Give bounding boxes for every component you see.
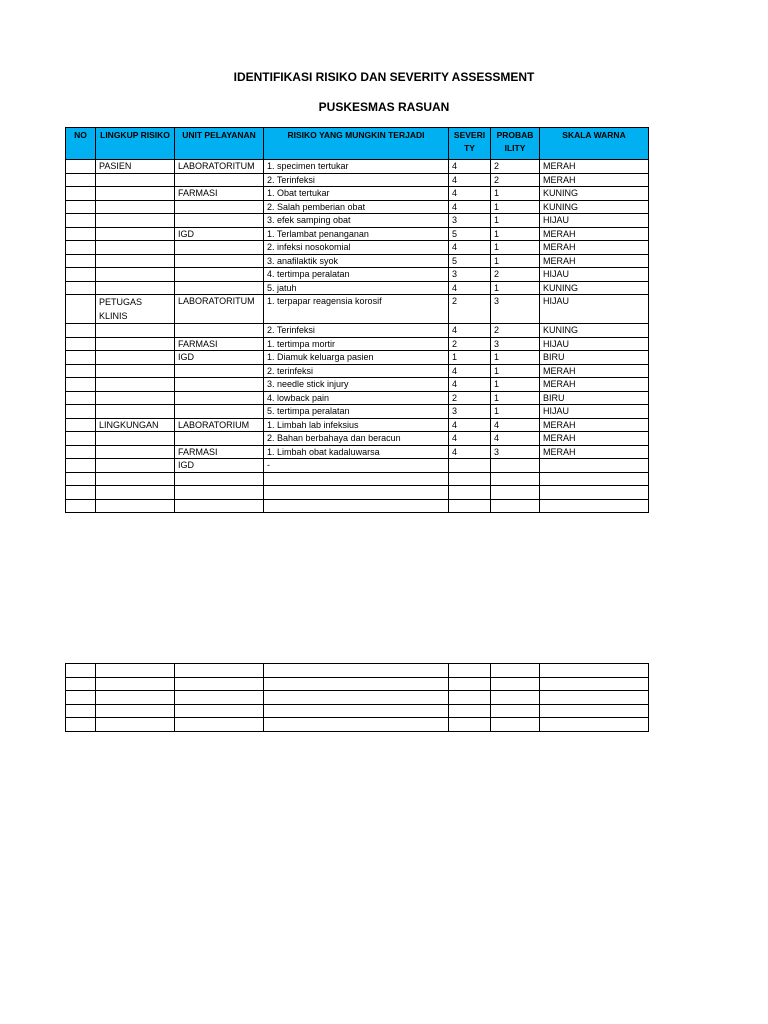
cell-no: [66, 351, 96, 365]
cell-skala-warna: MERAH: [540, 432, 649, 446]
cell-severity: 4: [449, 173, 491, 187]
blank-cell: [491, 718, 540, 732]
cell-probability: [491, 499, 540, 513]
cell-skala-warna: MERAH: [540, 378, 649, 392]
header-skala-warna: SKALA WARNA: [540, 128, 649, 160]
cell-skala-warna: MERAH: [540, 173, 649, 187]
cell-risiko: [264, 472, 449, 486]
cell-skala-warna: [540, 499, 649, 513]
cell-no: [66, 378, 96, 392]
cell-skala-warna: [540, 486, 649, 500]
cell-skala-warna: MERAH: [540, 254, 649, 268]
cell-severity: 4: [449, 432, 491, 446]
blank-row: [66, 718, 649, 732]
cell-no: [66, 281, 96, 295]
table-row: [66, 254, 649, 268]
blank-cell: [66, 664, 96, 678]
cell-probability: 3: [491, 295, 540, 324]
cell-severity: 3: [449, 214, 491, 228]
cell-risiko: 2. terinfeksi: [264, 364, 449, 378]
blank-cell: [96, 704, 175, 718]
cell-probability: 1: [491, 405, 540, 419]
cell-risiko: 3. needle stick injury: [264, 378, 449, 392]
cell-probability: 1: [491, 364, 540, 378]
blank-table-body: [66, 664, 649, 732]
cell-severity: [449, 499, 491, 513]
table-row: [66, 391, 649, 405]
cell-lingkup: [96, 364, 175, 378]
blank-cell: [66, 704, 96, 718]
cell-risiko: 3. efek samping obat: [264, 214, 449, 228]
cell-skala-warna: MERAH: [540, 364, 649, 378]
cell-lingkup: LINGKUNGAN: [96, 418, 175, 432]
blank-cell: [96, 718, 175, 732]
cell-probability: 1: [491, 214, 540, 228]
cell-severity: 1: [449, 351, 491, 365]
cell-unit: FARMASI: [175, 187, 264, 201]
cell-risiko: 1. Limbah obat kadaluwarsa: [264, 445, 449, 459]
cell-severity: 3: [449, 405, 491, 419]
cell-lingkup: [96, 214, 175, 228]
cell-skala-warna: HIJAU: [540, 337, 649, 351]
cell-skala-warna: HIJAU: [540, 295, 649, 324]
cell-lingkup: [96, 486, 175, 500]
document-title: IDENTIFIKASI RISIKO DAN SEVERITY ASSESSMENT: [233, 70, 535, 84]
cell-severity: 4: [449, 281, 491, 295]
table-row: [66, 405, 649, 419]
cell-no: [66, 432, 96, 446]
cell-unit: IGD: [175, 227, 264, 241]
risk-table: [65, 127, 649, 513]
cell-no: [66, 227, 96, 241]
blank-cell: [175, 704, 264, 718]
cell-risiko: 1. tertimpa mortir: [264, 337, 449, 351]
cell-probability: 1: [491, 241, 540, 255]
cell-probability: 1: [491, 254, 540, 268]
cell-skala-warna: BIRU: [540, 391, 649, 405]
document-subtitle: PUSKESMAS RASUAN: [318, 100, 450, 114]
table-row: [66, 378, 649, 392]
blank-cell: [66, 677, 96, 691]
cell-skala-warna: MERAH: [540, 160, 649, 174]
cell-risiko: 2. Salah pemberian obat: [264, 200, 449, 214]
cell-probability: 3: [491, 337, 540, 351]
cell-lingkup: [96, 281, 175, 295]
cell-risiko: 1. Diamuk keluarga pasien: [264, 351, 449, 365]
cell-no: [66, 418, 96, 432]
blank-cell: [540, 718, 649, 732]
cell-unit: IGD: [175, 351, 264, 365]
cell-skala-warna: BIRU: [540, 351, 649, 365]
cell-no: [66, 214, 96, 228]
cell-unit: LABORATORIUM: [175, 418, 264, 432]
table-row: [66, 364, 649, 378]
blank-cell: [449, 664, 491, 678]
cell-probability: 2: [491, 173, 540, 187]
cell-lingkup: [96, 432, 175, 446]
cell-probability: 3: [491, 445, 540, 459]
cell-risiko: 3. anafilaktik syok: [264, 254, 449, 268]
blank-cell: [264, 664, 449, 678]
cell-severity: 4: [449, 241, 491, 255]
cell-unit: [175, 324, 264, 338]
blank-cell: [491, 664, 540, 678]
blank-cell: [66, 718, 96, 732]
table-row: [66, 445, 649, 459]
cell-skala-warna: KUNING: [540, 324, 649, 338]
cell-no: [66, 324, 96, 338]
cell-no: [66, 160, 96, 174]
blank-cell: [175, 664, 264, 678]
cell-no: [66, 364, 96, 378]
header-unit-pelayanan: UNIT PELAYANAN: [175, 128, 264, 160]
cell-probability: 2: [491, 324, 540, 338]
table-header-row: [66, 128, 649, 160]
cell-unit: [175, 378, 264, 392]
table-row: [66, 227, 649, 241]
cell-severity: 4: [449, 187, 491, 201]
table-row: [66, 486, 649, 500]
cell-probability: 1: [491, 200, 540, 214]
cell-unit: LABORATORITUM: [175, 160, 264, 174]
cell-lingkup: [96, 378, 175, 392]
table-row: [66, 160, 649, 174]
cell-severity: 2: [449, 337, 491, 351]
cell-severity: 4: [449, 160, 491, 174]
header-severity: SEVERI TY: [449, 128, 491, 160]
cell-unit: [175, 499, 264, 513]
cell-skala-warna: HIJAU: [540, 214, 649, 228]
cell-no: [66, 268, 96, 282]
table-row: [66, 432, 649, 446]
blank-cell: [175, 718, 264, 732]
cell-risiko: 2. infeksi nosokomial: [264, 241, 449, 255]
cell-no: [66, 499, 96, 513]
cell-skala-warna: KUNING: [540, 187, 649, 201]
cell-lingkup: [96, 227, 175, 241]
cell-risiko: 4. lowback pain: [264, 391, 449, 405]
cell-severity: 4: [449, 418, 491, 432]
cell-no: [66, 486, 96, 500]
blank-cell: [66, 691, 96, 705]
cell-risiko: 5. jatuh: [264, 281, 449, 295]
table-row: [66, 173, 649, 187]
cell-skala-warna: MERAH: [540, 418, 649, 432]
cell-lingkup: [96, 187, 175, 201]
cell-risiko: 5. tertimpa peralatan: [264, 405, 449, 419]
cell-lingkup: [96, 337, 175, 351]
cell-probability: 4: [491, 418, 540, 432]
cell-risiko: 1. Limbah lab infeksius: [264, 418, 449, 432]
cell-no: [66, 241, 96, 255]
cell-unit: [175, 214, 264, 228]
cell-skala-warna: MERAH: [540, 241, 649, 255]
cell-lingkup: [96, 472, 175, 486]
blank-cell: [449, 704, 491, 718]
cell-risiko: 2. Terinfeksi: [264, 324, 449, 338]
cell-severity: [449, 472, 491, 486]
cell-unit: [175, 254, 264, 268]
cell-lingkup: [96, 445, 175, 459]
cell-unit: FARMASI: [175, 445, 264, 459]
blank-cell: [175, 677, 264, 691]
cell-unit: FARMASI: [175, 337, 264, 351]
cell-risiko: 1. terpapar reagensia korosif: [264, 295, 449, 324]
blank-cell: [96, 691, 175, 705]
cell-lingkup: [96, 268, 175, 282]
blank-row: [66, 677, 649, 691]
cell-lingkup: [96, 324, 175, 338]
blank-cell: [540, 704, 649, 718]
cell-risiko: [264, 486, 449, 500]
cell-probability: 1: [491, 378, 540, 392]
cell-unit: [175, 364, 264, 378]
cell-severity: 4: [449, 378, 491, 392]
table-row: [66, 499, 649, 513]
cell-unit: [175, 200, 264, 214]
cell-skala-warna: KUNING: [540, 281, 649, 295]
header-probability: PROBAB ILITY: [491, 128, 540, 160]
blank-cell: [96, 677, 175, 691]
cell-unit: [175, 281, 264, 295]
cell-lingkup: [96, 241, 175, 255]
cell-skala-warna: HIJAU: [540, 405, 649, 419]
cell-lingkup: [96, 200, 175, 214]
cell-unit: [175, 268, 264, 282]
cell-no: [66, 187, 96, 201]
cell-unit: IGD: [175, 459, 264, 473]
cell-lingkup: [96, 405, 175, 419]
cell-risiko: 2. Bahan berbahaya dan beracun: [264, 432, 449, 446]
cell-risiko: 4. tertimpa peralatan: [264, 268, 449, 282]
cell-probability: 2: [491, 268, 540, 282]
header-lingkup-risiko: LINGKUP RISIKO: [96, 128, 175, 160]
cell-no: [66, 337, 96, 351]
cell-severity: 4: [449, 364, 491, 378]
table-row: [66, 337, 649, 351]
cell-risiko: [264, 499, 449, 513]
cell-severity: 2: [449, 295, 491, 324]
cell-severity: [449, 459, 491, 473]
cell-lingkup: [96, 254, 175, 268]
cell-no: [66, 295, 96, 324]
cell-probability: 1: [491, 351, 540, 365]
blank-row: [66, 691, 649, 705]
cell-risiko: 2. Terinfeksi: [264, 173, 449, 187]
blank-table: [65, 663, 649, 732]
cell-no: [66, 391, 96, 405]
table-row: [66, 268, 649, 282]
blank-cell: [264, 677, 449, 691]
blank-cell: [491, 677, 540, 691]
cell-lingkup: [96, 173, 175, 187]
cell-skala-warna: KUNING: [540, 200, 649, 214]
cell-lingkup: [96, 499, 175, 513]
blank-cell: [491, 704, 540, 718]
table-row: [66, 281, 649, 295]
blank-cell: [449, 691, 491, 705]
blank-cell: [175, 691, 264, 705]
table-row: [66, 324, 649, 338]
cell-unit: [175, 173, 264, 187]
cell-probability: [491, 459, 540, 473]
cell-probability: 2: [491, 160, 540, 174]
table-row: [66, 241, 649, 255]
table-row: [66, 200, 649, 214]
blank-row: [66, 704, 649, 718]
cell-risiko: -: [264, 459, 449, 473]
cell-skala-warna: [540, 459, 649, 473]
cell-no: [66, 445, 96, 459]
cell-severity: 5: [449, 254, 491, 268]
cell-unit: [175, 391, 264, 405]
cell-probability: 1: [491, 227, 540, 241]
blank-cell: [449, 677, 491, 691]
cell-probability: [491, 486, 540, 500]
blank-cell: [540, 664, 649, 678]
cell-unit: [175, 472, 264, 486]
blank-cell: [264, 704, 449, 718]
cell-probability: 1: [491, 281, 540, 295]
cell-no: [66, 173, 96, 187]
table-row: [66, 459, 649, 473]
blank-cell: [540, 691, 649, 705]
cell-no: [66, 200, 96, 214]
cell-skala-warna: MERAH: [540, 227, 649, 241]
cell-skala-warna: HIJAU: [540, 268, 649, 282]
table-row: [66, 418, 649, 432]
header-no: NO: [66, 128, 96, 160]
table-row: [66, 214, 649, 228]
cell-severity: 4: [449, 445, 491, 459]
table-row: [66, 351, 649, 365]
blank-cell: [540, 677, 649, 691]
cell-unit: [175, 486, 264, 500]
cell-severity: 4: [449, 200, 491, 214]
blank-cell: [449, 718, 491, 732]
cell-skala-warna: [540, 472, 649, 486]
cell-probability: 1: [491, 187, 540, 201]
cell-lingkup: [96, 391, 175, 405]
cell-unit: LABORATORITUM: [175, 295, 264, 324]
cell-probability: 4: [491, 432, 540, 446]
cell-probability: [491, 472, 540, 486]
cell-probability: 1: [491, 391, 540, 405]
cell-severity: 4: [449, 324, 491, 338]
cell-lingkup: PETUGAS KLINIS: [96, 295, 175, 324]
cell-risiko: 1. Obat tertukar: [264, 187, 449, 201]
table-body: [66, 160, 649, 513]
blank-cell: [264, 718, 449, 732]
cell-lingkup: PASIEN: [96, 160, 175, 174]
header-risiko: RISIKO YANG MUNGKIN TERJADI: [264, 128, 449, 160]
cell-no: [66, 254, 96, 268]
cell-unit: [175, 241, 264, 255]
cell-risiko: 1. specimen tertukar: [264, 160, 449, 174]
table-row: [66, 295, 649, 324]
cell-skala-warna: MERAH: [540, 445, 649, 459]
blank-cell: [96, 664, 175, 678]
blank-cell: [491, 691, 540, 705]
cell-risiko: 1. Terlambat penanganan: [264, 227, 449, 241]
table-row: [66, 187, 649, 201]
cell-severity: 3: [449, 268, 491, 282]
table-row: [66, 472, 649, 486]
cell-no: [66, 472, 96, 486]
blank-row: [66, 664, 649, 678]
cell-severity: 5: [449, 227, 491, 241]
cell-lingkup: [96, 459, 175, 473]
cell-severity: [449, 486, 491, 500]
cell-unit: [175, 432, 264, 446]
cell-no: [66, 459, 96, 473]
cell-unit: [175, 405, 264, 419]
cell-severity: 2: [449, 391, 491, 405]
blank-cell: [264, 691, 449, 705]
cell-no: [66, 405, 96, 419]
cell-lingkup: [96, 351, 175, 365]
